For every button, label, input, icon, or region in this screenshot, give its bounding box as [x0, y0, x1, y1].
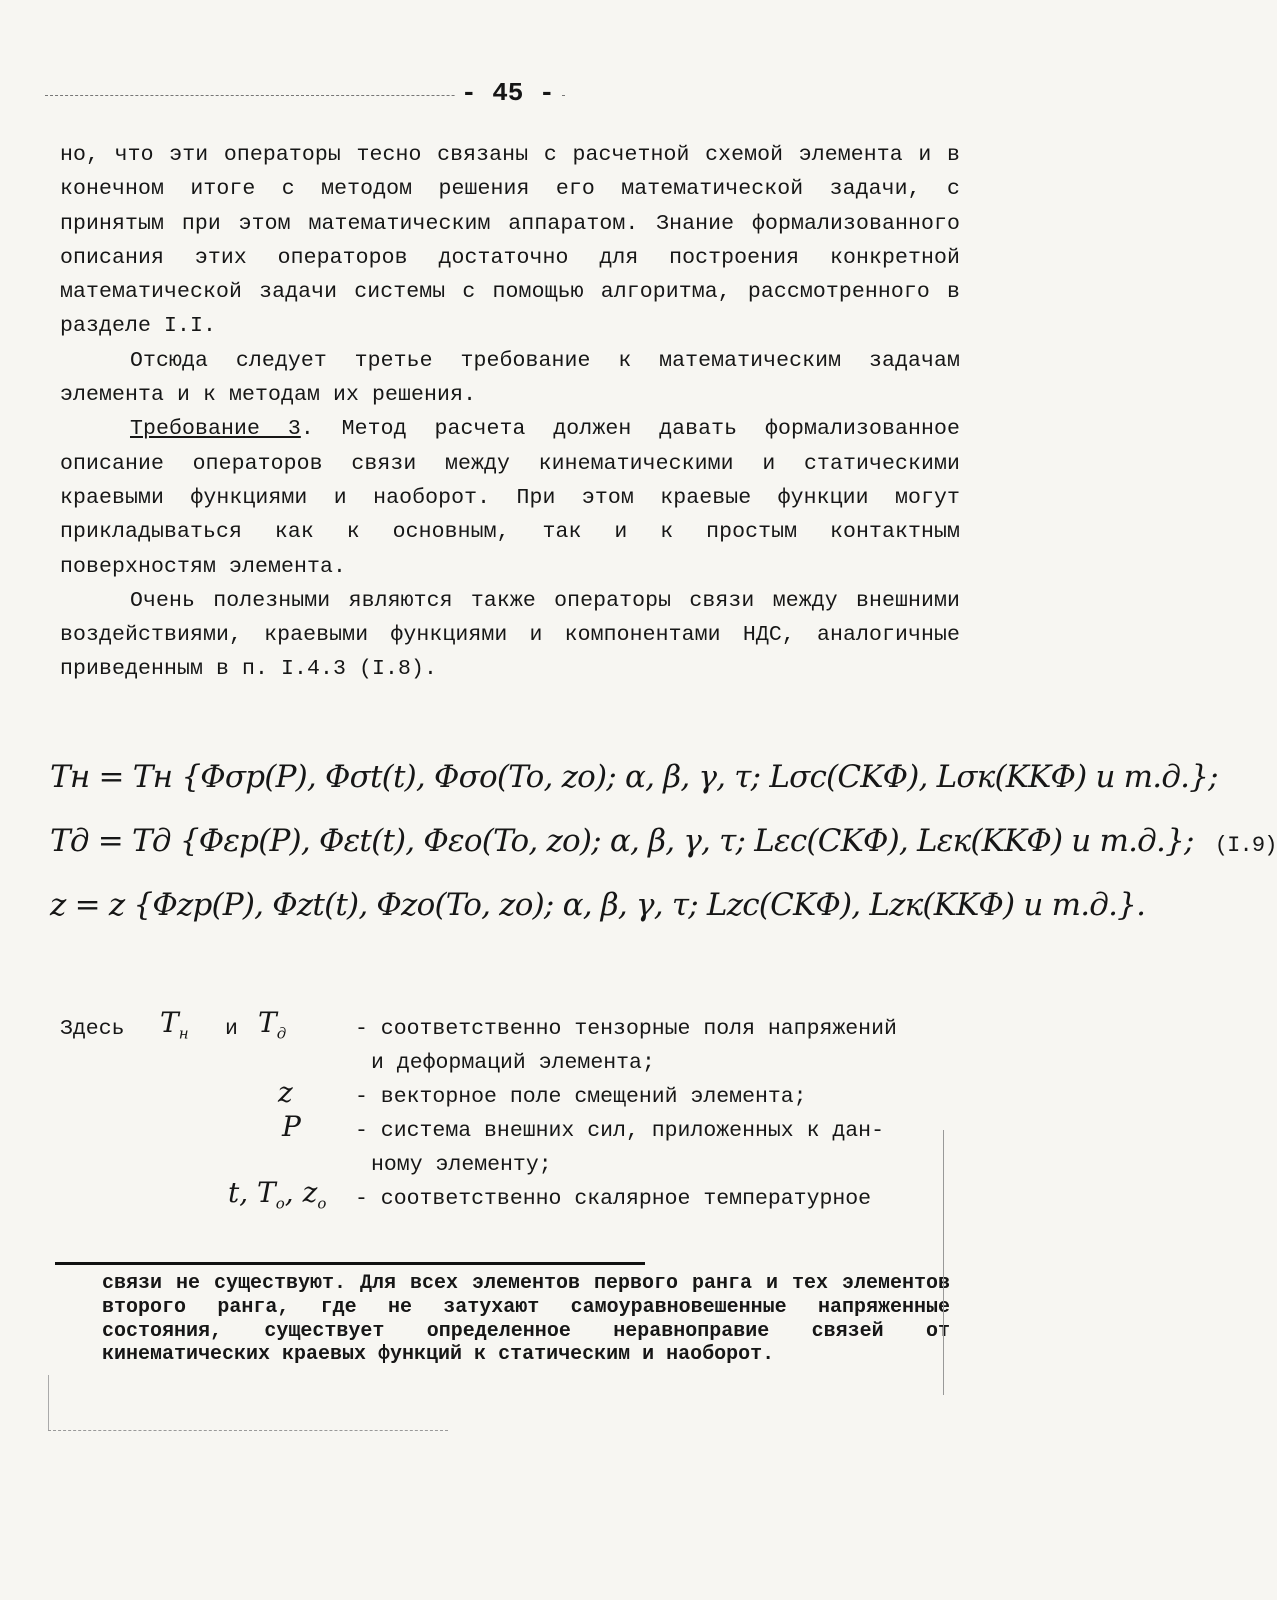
scan-artifact-rule — [48, 1430, 448, 1431]
definition-text: и деформаций элемента; — [371, 1051, 655, 1075]
definition-text: ному элементу; — [371, 1153, 552, 1177]
definition-text: - векторное поле смещений элемента; — [355, 1085, 807, 1109]
definition-row — [60, 1076, 960, 1114]
definition-row — [60, 1148, 960, 1182]
symbol-tn: $T_н$ — [160, 1006, 189, 1043]
definitions-list — [60, 1006, 960, 1216]
symbol-t-to-zo: t, $T_o$, $z_o$ — [228, 1176, 327, 1213]
definition-text: - соответственно скалярное температурное — [355, 1187, 872, 1211]
symbol-p: P — [282, 1110, 301, 1143]
formula-strain — [50, 809, 1277, 873]
formula-strain-content: Tд = Tд {Φεp(P), Φεt(t), Φεo(To, zo); α, β, γ, τ; Lεc(CKΦ), Lεк(KKΦ) и т.д.}; — [50, 823, 1194, 859]
footnote — [102, 1272, 950, 1367]
formula-block — [50, 745, 1277, 937]
paragraph-2: Отсюда следует третье требование к математическим задачам элемента и к методам их решения. — [60, 348, 960, 408]
footnote-text: связи не существуют. Для всех элементов первого ранга и тех элементов второго ранга, где не затухают самоуравновешенные напряженные состояния, существует определенное неравноправие связей от кинематических краевых функций к статическим и наоборот. — [102, 1272, 950, 1367]
definitions-intro: Здесь — [60, 1017, 125, 1041]
requirement-heading: Требование 3 — [130, 417, 301, 442]
definition-row — [60, 1176, 960, 1216]
symbol-z: z — [278, 1076, 293, 1109]
definition-row — [60, 1006, 960, 1046]
formula-stress — [50, 745, 1218, 809]
definition-text: - соответственно тензорные поля напряжений — [355, 1017, 897, 1041]
formula-label: (I.9) — [1214, 833, 1277, 858]
requirement-text: . Метод расчета должен давать формализованное описание операторов связи между кинематическими и статическими краевыми функциями и наоборот. При этом краевые функции могут прикладываться как к основным, так и к простым контактным поверхностям элемента. — [60, 417, 960, 579]
definitions-and: и — [225, 1017, 238, 1041]
page-number: - 45 - — [455, 78, 561, 108]
definition-row — [60, 1046, 960, 1080]
scan-artifact-line — [48, 1375, 49, 1430]
formula-stress-content: Tн = Tн {Φσp(P), Φσt(t), Φσo(To, zo); α, β, γ, τ; Lσc(CKΦ), Lσк(KKΦ) и т.д.}; — [50, 759, 1218, 795]
paragraph-4: Очень полезными являются также операторы связи между внешними воздействиями, краевыми функциями и компонентами НДС, аналогичные приведенным в п. I.4.3 (I.8). — [60, 588, 960, 682]
definition-text: - система внешних сил, приложенных к дан- — [355, 1119, 884, 1143]
definition-row — [60, 1110, 960, 1148]
scan-artifact-line — [943, 1130, 944, 1395]
requirement-paragraph — [60, 412, 960, 583]
formula-displacement-content: z = z {Φzp(P), Φzt(t), Φzo(To, zo); α, β, γ, τ; Lzc(CKΦ), Lzк(KKΦ) и т.д.}. — [50, 887, 1146, 923]
formula-displacement — [50, 873, 1146, 937]
footnote-rule — [55, 1262, 645, 1265]
main-text — [60, 138, 960, 687]
paragraph-1: но, что эти операторы тесно связаны с расчетной схемой элемента и в конечном итоге с методом решения его математической задачи, с принятым при этом математическим аппаратом. Знание формализованного описания этих операторов достаточно для построения конкретной математической задачи системы с помощью алгоритма, рассмотренного в разделе I.I. — [60, 143, 960, 339]
symbol-td: $T_д$ — [258, 1006, 287, 1043]
